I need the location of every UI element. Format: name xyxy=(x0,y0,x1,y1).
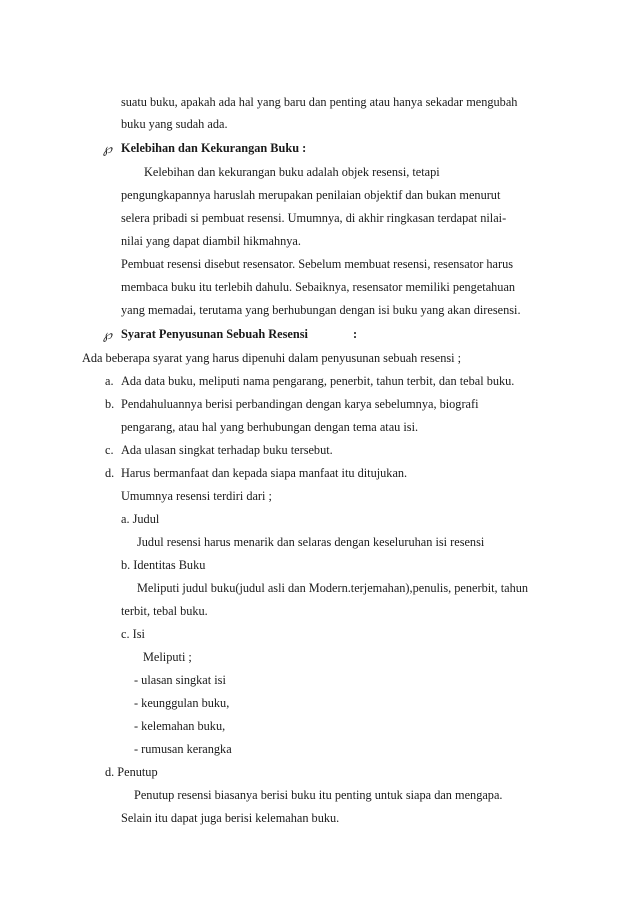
part-text-penutup-cont: Selain itu dapat juga berisi kelemahan buku. xyxy=(121,811,340,825)
part-text-judul: Judul resensi harus menarik dan selaras dengan keseluruhan isi resensi xyxy=(137,535,485,549)
paragraph-line: yang memadai, terutama yang berhubungan dengan isi buku yang akan diresensi. xyxy=(121,303,521,317)
list-letter: a. xyxy=(105,374,114,388)
paragraph-line: Kelebihan dan kekurangan buku adalah objek resensi, tetapi xyxy=(144,165,440,179)
section-heading-colon: : xyxy=(353,327,358,341)
intro-line-2: buku yang sudah ada. xyxy=(121,117,228,131)
section-heading-kelebihan: Kelebihan dan Kekurangan Buku : xyxy=(121,141,307,155)
paragraph-line: nilai yang dapat diambil hikmahnya. xyxy=(121,234,301,248)
parts-intro: Umumnya resensi terdiri dari ; xyxy=(121,489,272,503)
part-text-penutup: Penutup resensi biasanya berisi buku itu penting untuk siapa dan mengapa. xyxy=(134,788,503,802)
paragraph-line: Pembuat resensi disebut resensator. Sebelum membuat resensi, resensator harus xyxy=(121,257,514,271)
intro-line-1: suatu buku, apakah ada hal yang baru dan penting atau hanya sekadar mengubah xyxy=(121,95,518,109)
fancy-p-bullet-icon: ℘ xyxy=(103,327,113,342)
list-item-text: Ada ulasan singkat terhadap buku tersebut. xyxy=(121,443,333,457)
list-letter: d. xyxy=(105,466,115,480)
paragraph-line: pengungkapannya haruslah merupakan penilaian objektif dan bukan menurut xyxy=(121,188,501,202)
fancy-p-bullet-icon: ℘ xyxy=(103,141,113,156)
part-text-identitas: Meliputi judul buku(judul asli dan Modern.terjemahan),penulis, penerbit, tahun xyxy=(137,581,529,595)
part-text-identitas-cont: terbit, tebal buku. xyxy=(121,604,208,618)
paragraph-line: selera pribadi si pembuat resensi. Umumnya, di akhir ringkasan terdapat nilai- xyxy=(121,211,507,225)
paragraph-line: membaca buku itu terlebih dahulu. Sebaiknya, resensator memiliki pengetahuan xyxy=(121,280,516,294)
section-intro: Ada beberapa syarat yang harus dipenuhi dalam penyusunan sebuah resensi ; xyxy=(82,351,462,365)
isi-list-item: - kelemahan buku, xyxy=(134,719,226,733)
list-letter: b. xyxy=(105,397,115,411)
part-label-isi: c. Isi xyxy=(121,627,145,641)
part-label-penutup: d. Penutup xyxy=(105,765,158,779)
isi-list-item: - keunggulan buku, xyxy=(134,696,230,710)
part-label-identitas: b. Identitas Buku xyxy=(121,558,206,572)
part-text-isi: Meliputi ; xyxy=(143,650,192,664)
list-item-text: Ada data buku, meliputi nama pengarang, penerbit, tahun terbit, dan tebal buku. xyxy=(121,374,515,388)
section-heading-syarat: Syarat Penyusunan Sebuah Resensi xyxy=(121,327,308,341)
isi-list-item: - rumusan kerangka xyxy=(134,742,232,756)
list-item-text: Pendahuluannya berisi perbandingan dengan karya sebelumnya, biografi xyxy=(121,397,479,411)
list-letter: c. xyxy=(105,443,114,457)
list-item-continuation: pengarang, atau hal yang berhubungan dengan tema atau isi. xyxy=(121,420,419,434)
part-label-judul: a. Judul xyxy=(121,512,160,526)
isi-list-item: - ulasan singkat isi xyxy=(134,673,226,687)
list-item-text: Harus bermanfaat dan kepada siapa manfaat itu ditujukan. xyxy=(121,466,408,480)
